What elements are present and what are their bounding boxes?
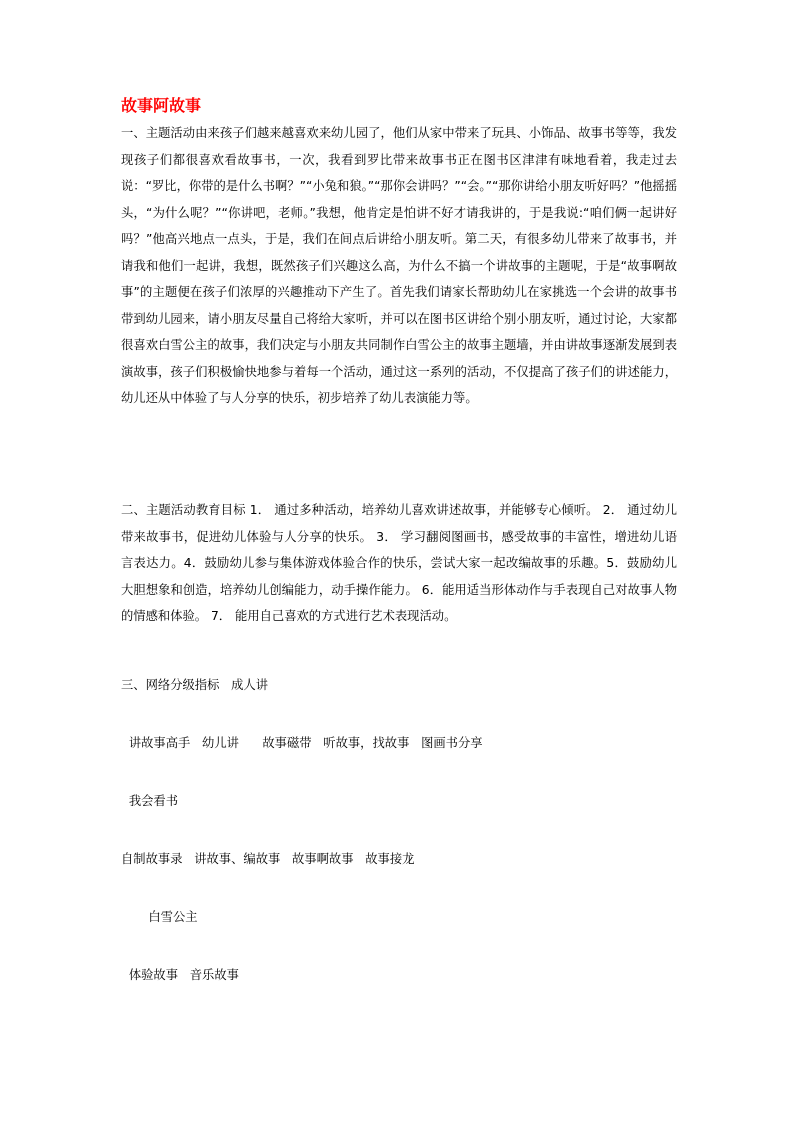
network-index-row-2: 我会看书 — [121, 794, 179, 808]
paragraph-education-goals: 二、主题活动教育目标 1． 通过多种活动，培养幼儿喜欢讲述故事，并能够专心倾听。 2． 通过幼儿带来故事书，促进幼儿体验与人分享的快乐。 3． 学习翻阅图画书，感受故事的丰富性，增进幼儿语言表达力。4．鼓励幼儿参与集体游戏体验合作的快乐，尝试大家一起改编故事的乐趣。5．鼓励幼儿大胆想象和创造，培养幼儿创编能力，动手操作能力。 6．能用适当形体动作与手表现自己对故事人物的情感和体验。 7． 能用自己喜欢的方式进行艺术表现活动。 — [121, 503, 677, 623]
paragraph-theme-origin: 一、主题活动由来孩子们越来越喜欢来幼儿园了，他们从家中带来了玩具、小饰品、故事书等等，我发现孩子们都很喜欢看故事书，一次，我看到罗比带来故事书正在图书区津津有味地看着，我走过去说：“罗比，你带的是什么书啊？”“小兔和狼。”“那你会讲吗？”“会。”“那你讲给小朋友听好吗？”他摇摇头，“为什么呢？”“你讲吧，老师。”我想，他肯定是怕讲不好才请我讲的，于是我说:“咱们俩一起讲好吗？”他高兴地点一点头，于是，我们在间点后讲给小朋友听。第二天，有很多幼儿带来了故事书，并请我和他们一起讲，我想，既然孩子们兴趣这么高，为什么不搞一个讲故事的主题呢，于是“故事啊故事”的主题便在孩子们浓厚的兴趣推动下产生了。首先我们请家长帮助幼儿在家挑选一个会讲的故事书带到幼儿园来，请小朋友尽量自己将给大家听，并可以在图书区讲给个别小朋友听，通过讨论，大家都很喜欢白雪公主的故事，我们决定与小朋友共同制作白雪公主的故事主题墙，并由讲故事逐渐发展到表演故事，孩子们积极愉快地参与着每一个活动，通过这一系列的活动，不仅提高了孩子们的讲述能力，幼儿还从中体验了与人分享的快乐，初步培养了幼儿表演能力等。 — [121, 126, 677, 405]
network-index-row-4: 白雪公主 — [121, 910, 198, 924]
document-title: 故事阿故事 — [121, 96, 202, 115]
network-index-heading: 三、网络分级指标 成人讲 — [121, 678, 268, 692]
network-index-row-5: 体验故事 音乐故事 — [121, 968, 239, 982]
network-index-row-1: 讲故事高手 幼儿讲 故事磁带 听故事，找故事 图画书分享 — [121, 736, 483, 750]
network-index-row-3: 自制故事录 讲故事、编故事 故事啊故事 故事接龙 — [121, 852, 415, 866]
